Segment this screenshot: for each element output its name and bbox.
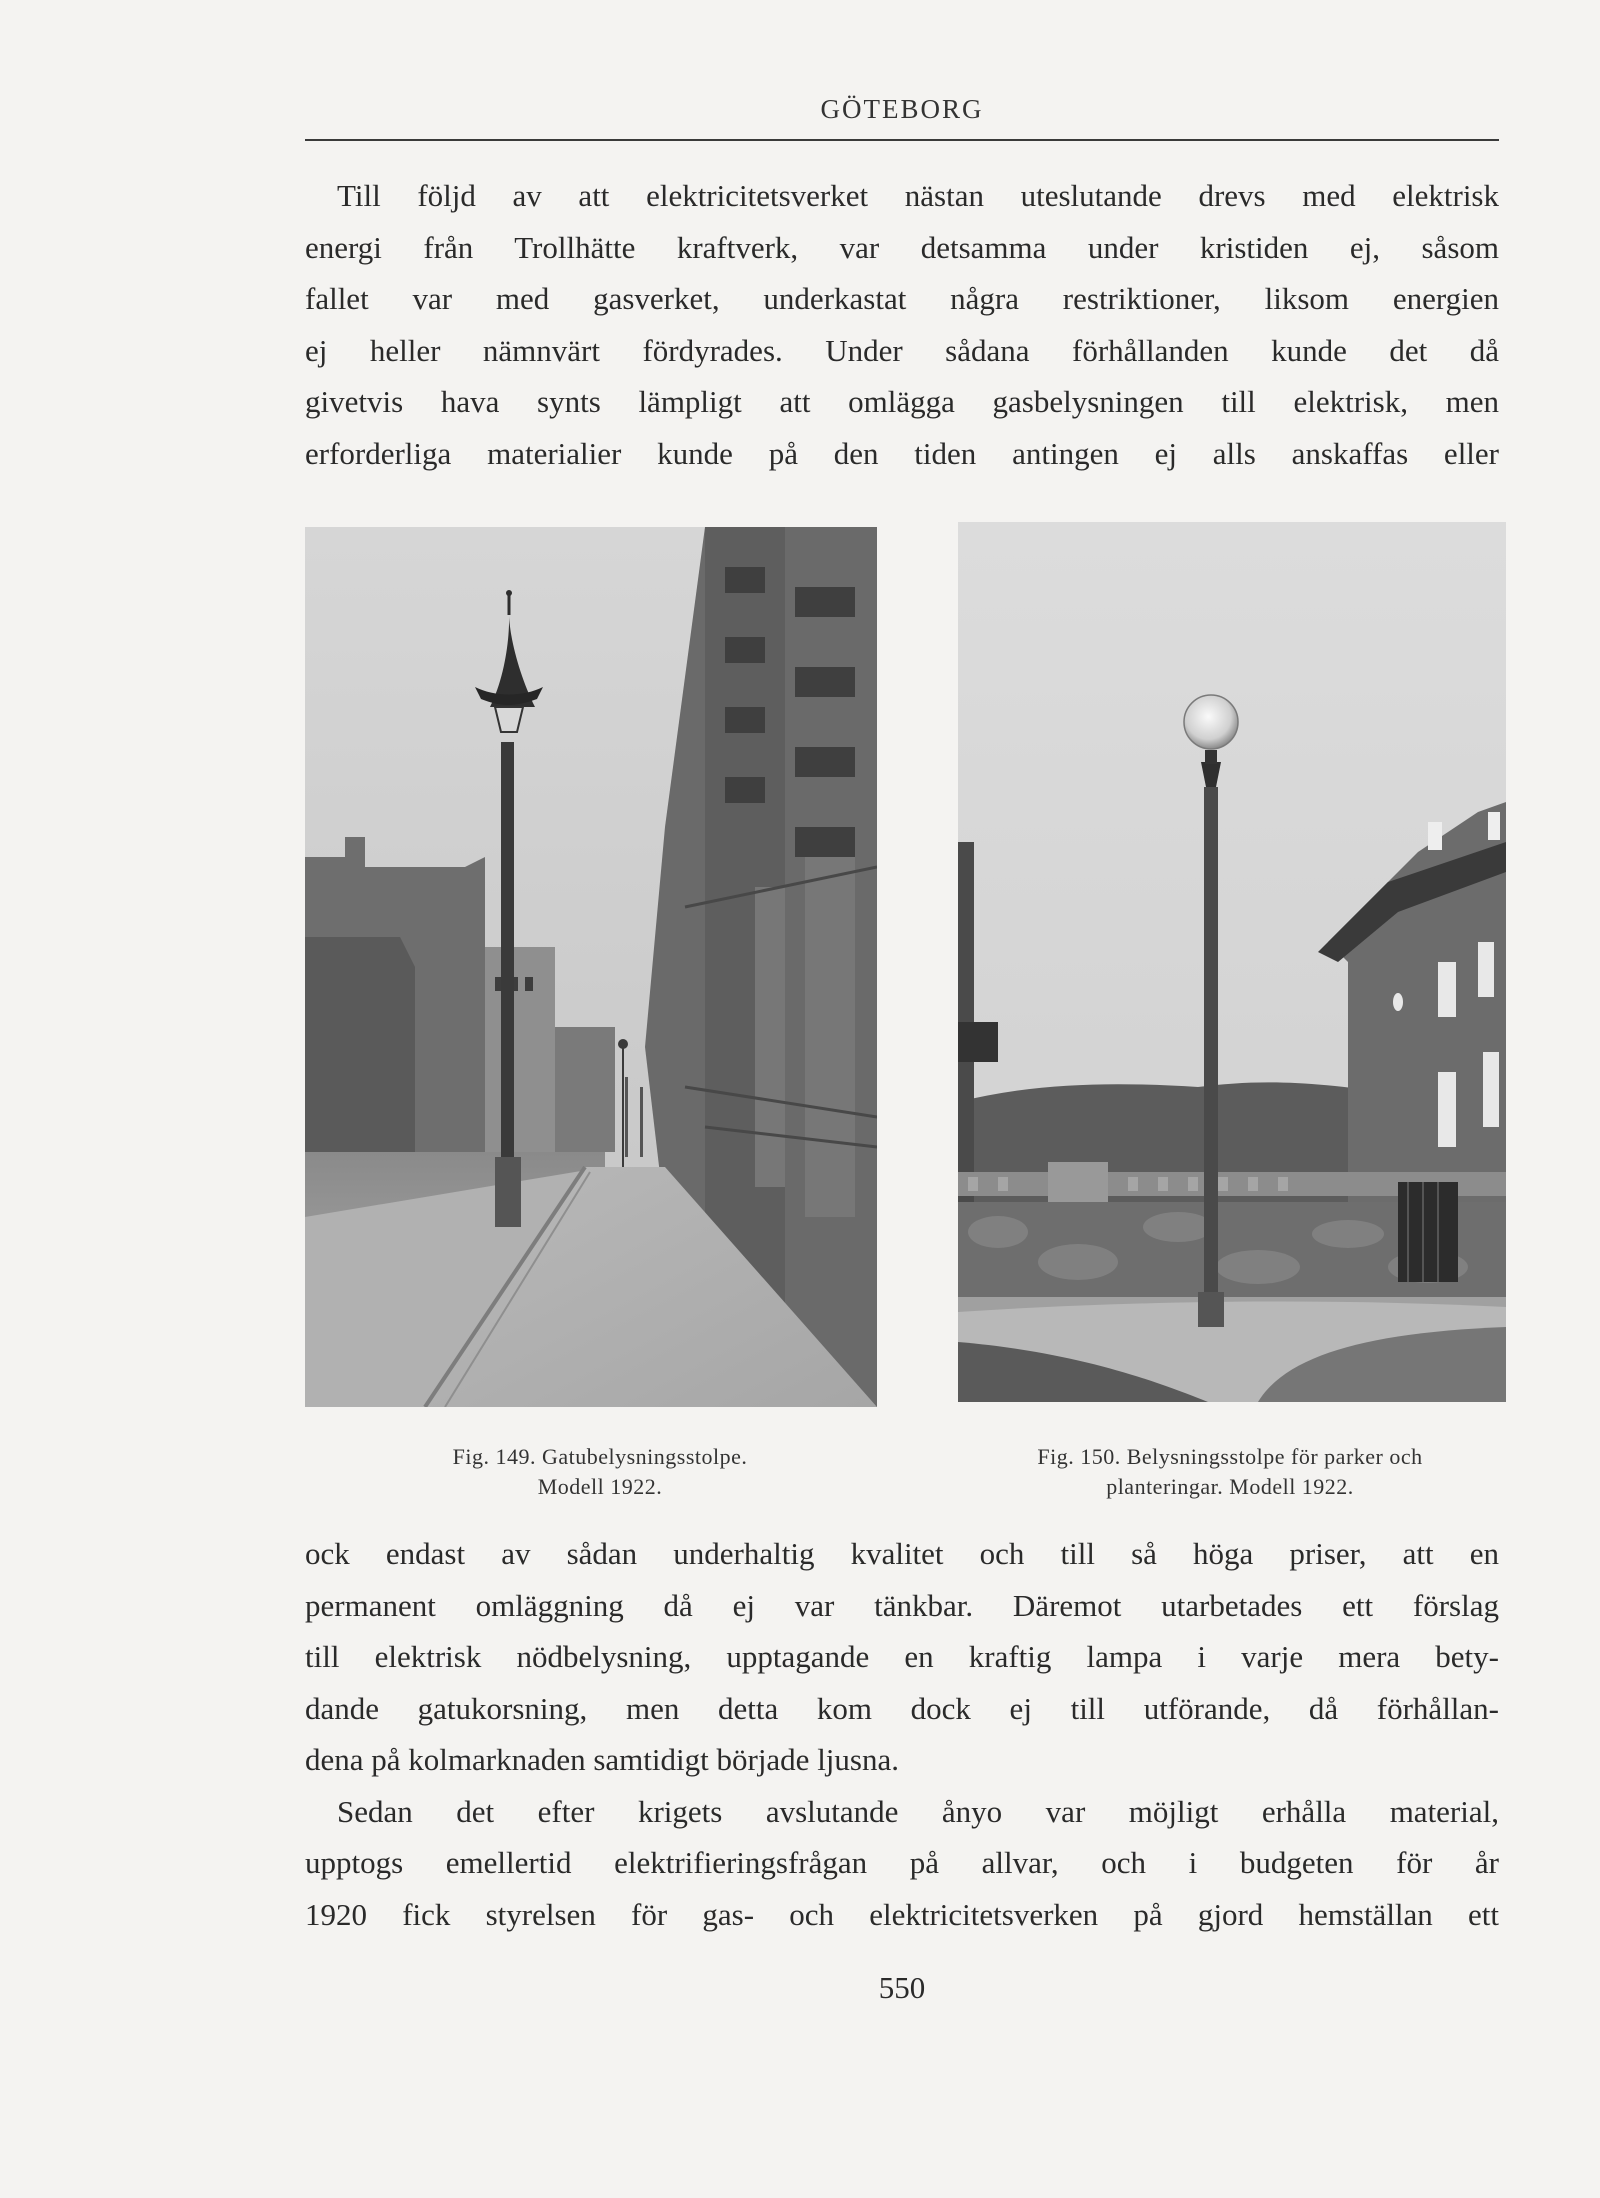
text-line: ej heller nämnvärt fördyrades. Under sådana förhållanden kunde det då — [305, 332, 1499, 368]
fig150-caption-line1: Fig. 150. Belysningsstolpe för parker och — [1037, 1444, 1423, 1469]
text-line: Till följd av att elektricitetsverket nästan uteslutande drevs med elektrisk — [337, 178, 1499, 213]
text-line: energi från Trollhätte kraftverk, var detsamma under kristiden ej, såsom — [305, 229, 1499, 265]
text-line: till elektrisk nödbelysning, upptagande en kraftig lampa i varje mera bety- — [305, 1639, 1499, 1674]
text-line: Sedan det efter krigets avslutande ånyo var möjligt erhålla material, — [337, 1793, 1499, 1829]
text-line: givetvis hava synts lämpligt att omlägga gasbelysningen till elektrisk, men — [305, 384, 1499, 419]
fig149-caption-line1: Fig. 149. Gatubelysningsstolpe. — [452, 1444, 748, 1469]
text-line: dande gatukorsning, men detta kom dock ej till utförande, då förhållan- — [305, 1690, 1499, 1726]
street-lamp-illustration — [305, 527, 877, 1407]
text-line: ock endast av sådan underhaltig kvalitet och till så höga priser, att en — [305, 1536, 1499, 1571]
running-head: GÖTEBORG — [820, 94, 984, 124]
bottom-paragraphs — [305, 1528, 1499, 1940]
text-line: dena på kolmarknaden samtidigt började ljusna. — [305, 1742, 899, 1777]
top-paragraph — [305, 170, 1499, 479]
text-line: upptogs emellertid elektrifieringsfrågan på allvar, och i budgeten för år — [305, 1845, 1499, 1880]
fig149-photo — [305, 527, 877, 1407]
text-line: erforderliga materialier kunde på den tiden antingen ej alls anskaffas eller — [305, 435, 1499, 471]
text-line: 1920 fick styrelsen för gas- och elektricitetsverken på gjord hemställan ett — [305, 1896, 1499, 1932]
text-line: fallet var med gasverket, underkastat några restriktioner, liksom energien — [305, 281, 1499, 316]
fig149-caption — [380, 1442, 820, 1502]
fig150-photo — [958, 522, 1506, 1402]
fig150-caption — [950, 1442, 1510, 1502]
text-line: permanent omläggning då ej var tänkbar. Däremot utarbetades ett förslag — [305, 1587, 1499, 1623]
fig149-caption-line2: Modell 1922. — [537, 1474, 663, 1499]
fig150-caption-line2: planteringar. Modell 1922. — [1106, 1474, 1354, 1499]
header-rule — [305, 139, 1499, 141]
park-lamp-illustration — [958, 522, 1506, 1402]
page-number: 550 — [878, 1970, 926, 2005]
